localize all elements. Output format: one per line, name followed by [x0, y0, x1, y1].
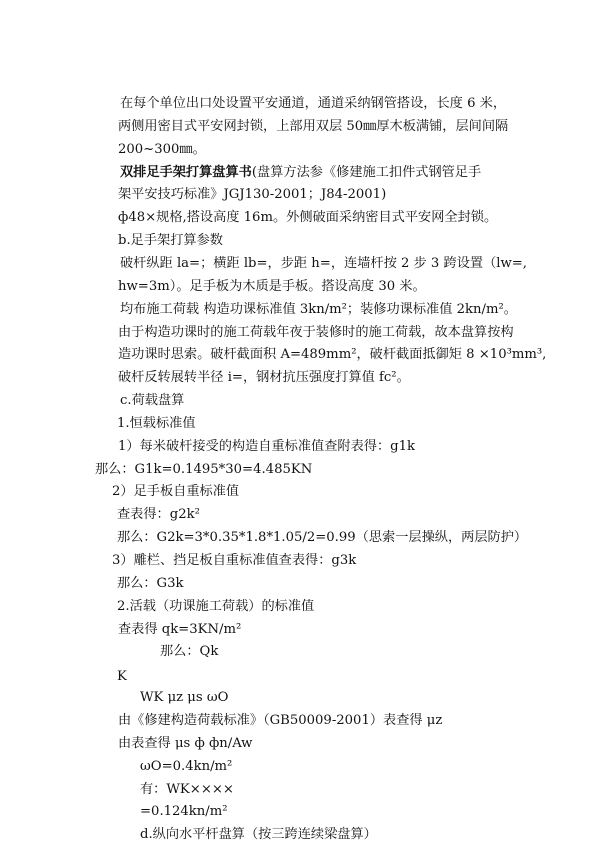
text-line-10: 均布施工荷载 构造功课标准值 3kn/m²；装修功课标准值 2kn/m²。 [120, 302, 517, 317]
text-line-25: 那么：Qk [160, 644, 219, 659]
text-line-18: 2）足手板自重标准值 [112, 484, 240, 499]
text-line-26: K [117, 669, 127, 684]
section-heading-note: (盘算方法参《修建施工扣件式钢管足手 [251, 165, 482, 180]
text-line-9: hw=3m）。足手板为木质是手板。搭设高度 30 米。 [118, 279, 426, 294]
text-line-3: 200~300㎜。 [118, 142, 206, 157]
text-line-13: 破杆反转展转半径 i=，钢材抗压强度打算值 fc²。 [118, 370, 410, 385]
text-line-28: 由《修建构造荷载标准》（GB50009-2001）表查得 μz [118, 713, 443, 728]
text-line-1: 在每个单位出口处设置平安通道，通道采纳钢管搭设，长度 6 米， [120, 96, 507, 111]
text-line-27: WK μz μs ωO [140, 690, 229, 705]
text-line-33: d.纵向水平杆盘算（按三跨连续梁盘算） [140, 827, 377, 842]
text-line-8: 破杆纵距 la=；横距 lb=，步距 h=，连墙杆按 2 步 3 跨设置（lw=, [120, 256, 528, 271]
text-line-15: 1.恒载标准值 [117, 416, 196, 431]
text-line-22: 那么：G3k [117, 576, 184, 591]
text-line-21: 3）雕栏、挡足板自重标准值查表得：g3k [112, 553, 357, 568]
text-line-20: 那么：G2k=3*0.35*1.8*1.05/2=0.99（思索一层操纵，两层防护） [117, 530, 528, 545]
text-line-14: c.荷载盘算 [120, 393, 185, 408]
text-line-4 [120, 164, 481, 181]
text-line-7: b.足手架打算参数 [118, 233, 223, 248]
text-line-29: 由表查得 μs ф фn/Aw [118, 736, 253, 751]
text-line-2: 两侧用密目式平安网封锁，上部用双层 50㎜厚木板满铺，层间间隔 [118, 119, 509, 134]
text-line-5: 架平安技巧标准》JGJ130-2001；J84-2001) [118, 187, 387, 202]
section-heading: 双排足手架打算盘算书 [120, 165, 252, 180]
text-line-32: =0.124kn/m² [140, 804, 228, 819]
text-line-19: 查表得：g2k² [117, 507, 200, 522]
text-line-31: 有：WK×××× [140, 782, 234, 797]
text-line-12: 造功课时思索。破杆截面积 A=489mm²，破杆截面抵御矩 8 ×10³mm³, [118, 347, 547, 362]
text-line-6: ф48×规格,搭设高度 16m。外侧破面采纳密目式平安网全封锁。 [118, 210, 498, 225]
text-line-24: 查表得 qk=3KN/m² [118, 622, 242, 637]
text-line-30: ωO=0.4kn/m² [140, 759, 233, 774]
text-line-17: 那么：G1k=0.1495*30=4.485KN [95, 462, 313, 477]
text-line-23: 2.活载（功课施工荷载）的标准值 [117, 599, 315, 614]
text-line-16: 1）每米破杆接受的构造自重标准值查附表得：g1k [118, 439, 415, 454]
text-line-11: 由于构造功课时的施工荷载年夜于装修时的施工荷载，故本盘算按构 [118, 325, 514, 340]
